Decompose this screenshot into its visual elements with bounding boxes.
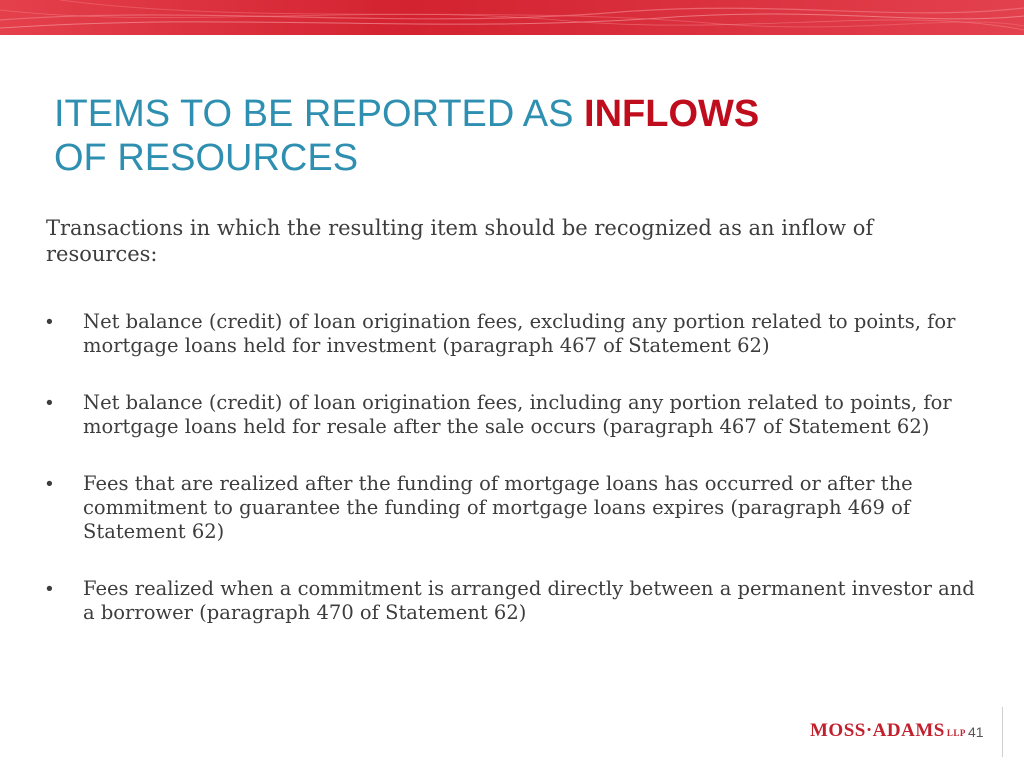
title-text: ITEMS TO BE REPORTED AS	[54, 93, 585, 135]
logo-text: MOSS·ADAMS	[810, 720, 945, 741]
page-number: 41	[968, 724, 984, 740]
bullet-dot: •	[46, 311, 53, 333]
company-logo	[810, 720, 966, 742]
header-band-swoosh	[0, 0, 1024, 35]
bullet-text: Net balance (credit) of loan origination fees, excluding any portion related to points, for mortgage loans held for investment (paragraph 467 of Statement 62)	[83, 310, 956, 357]
slide-title	[54, 92, 954, 180]
bullet-text: Fees realized when a commitment is arranged directly between a permanent investor and a borrower (paragraph 470 of Statement 62)	[83, 577, 975, 624]
bullet-text: Net balance (credit) of loan origination fees, including any portion related to points, for mortgage loans held for resale after the sale occurs (paragraph 467 of Statement 62)	[83, 391, 952, 438]
logo-suffix: LLP	[946, 728, 966, 738]
bullet-list	[46, 310, 976, 658]
bullet-item	[46, 391, 976, 439]
header-band	[0, 0, 1024, 35]
bullet-dot: •	[46, 473, 53, 495]
bullet-item	[46, 310, 976, 358]
footer-divider	[1002, 707, 1003, 757]
bullet-item	[46, 472, 976, 544]
bullet-item	[46, 577, 976, 625]
bullet-dot: •	[46, 392, 53, 414]
bullet-dot: •	[46, 578, 53, 600]
title-text-line2: OF RESOURCES	[54, 137, 359, 179]
intro-text: Transactions in which the resulting item should be recognized as an inflow of resources:	[46, 216, 874, 266]
title-highlight: INFLOWS	[584, 93, 760, 135]
bullet-text: Fees that are realized after the funding of mortgage loans has occurred or after the commitment to guarantee the funding of mortgage loans expires (paragraph 469 of Statement 62)	[83, 472, 913, 543]
